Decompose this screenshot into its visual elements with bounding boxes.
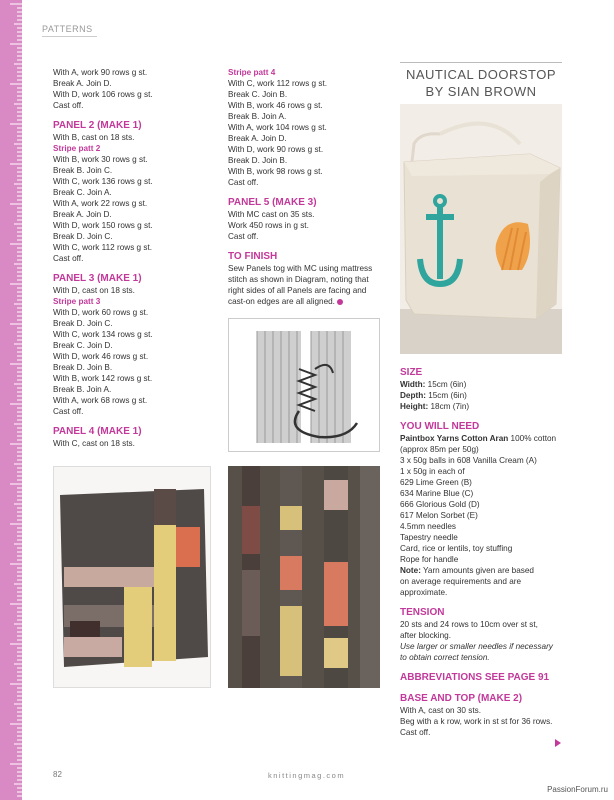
column-3 [400,366,565,738]
finish-heading: TO FINISH [228,251,278,262]
text-line: 629 Lime Green (B) [400,478,472,487]
text-line: With A, cast on 30 sts. [400,706,481,715]
size-heading: SIZE [400,367,423,378]
text-line: With D, work 90 rows g st. [228,145,324,154]
text-line: With B, work 46 rows g st. [228,101,323,110]
panel2-heading: PANEL 2 (MAKE 1) [53,120,142,131]
text-line: Break B. Join A. [228,112,287,121]
text-line: to obtain correct tension. [400,653,490,662]
text-line: Cast off. [400,728,431,737]
text-line: after blocking. [400,631,451,640]
ruler-ticks [0,0,22,800]
text-line: Cast off. [53,407,84,416]
need-heading: YOU WILL NEED [400,421,480,432]
panel3-heading: PANEL 3 (MAKE 1) [53,273,142,284]
text-line: With A, work 90 rows g st. [53,68,148,77]
tension-lines [400,619,565,641]
panel3-lines [53,307,213,417]
text-line: Break A. Join D. [228,134,287,143]
mattress-stitch-diagram [228,318,380,452]
text-line: With C, work 112 rows g st. [53,243,153,252]
text-line: Break B. Join C. [53,166,113,175]
materials-list [400,444,565,565]
text-line: With B, work 30 rows g st. [53,155,148,164]
text-line: Break D. Join C. [53,232,113,241]
text-line: Break C. Join A. [53,188,112,197]
text-line: With C, work 134 rows g st. [53,330,153,339]
text-line: Break C. Join B. [228,90,288,99]
intro-lines [53,67,213,111]
text-line: Cast off. [53,101,84,110]
text-line: stitch as shown in Diagram, noting that [228,275,369,284]
text-line: 1 x 50g in each of [400,467,465,476]
stripe4-heading: Stripe patt 4 [228,68,276,77]
text-line: With D, work 46 rows g st. [53,352,149,361]
text-line: Use larger or smaller needles if necessary [400,642,553,651]
panel2-cast-on: With B, cast on 18 sts. [53,133,135,142]
doorstop-photo [400,104,562,354]
blanket-photo [53,466,211,688]
text-line: 3 x 50g balls in 608 Vanilla Cream (A) [400,456,537,465]
panel3-cast-on: With D, cast on 18 sts. [53,286,135,295]
text-line: Break D. Join C. [53,319,113,328]
text-line: 617 Melon Sorbet (E) [400,511,478,520]
text-line: With A, work 68 rows g st. [53,396,148,405]
text-line: Break A. Join D. [53,79,112,88]
stripe2-heading: Stripe patt 2 [53,144,101,153]
title-line1: NAUTICAL DOORSTOP [405,67,557,82]
text-line: cast-on edges are all aligned. [228,296,388,307]
text-line: Cast off. [53,254,84,263]
site-url: knittingmag.com [268,771,346,780]
tension-note [400,641,565,663]
continue-arrow-icon [555,734,561,752]
text-line: Break C. Join D. [53,341,113,350]
measuring-ruler [0,0,22,800]
text-line: Cast off. [228,232,259,241]
stripe3-heading: Stripe patt 3 [53,297,101,306]
text-line: right sides of all Panels are facing and [228,286,367,295]
note-line: approximate. [400,588,448,597]
text-line: 20 sts and 24 rows to 10cm over st st, [400,620,538,629]
text-line: Break B. Join A. [53,385,112,394]
text-line: With D, work 150 rows g st. [53,221,153,230]
pattern-title [400,62,562,106]
panel4-cast-on: With C, cast on 18 sts. [53,439,135,448]
text-line: 666 Glorious Gold (D) [400,500,480,509]
text-line: With B, work 98 rows g st. [228,167,323,176]
abbreviations-heading: ABBREVIATIONS SEE PAGE 91 [400,672,550,683]
text-line: With A, work 22 rows g st. [53,199,148,208]
section-tag: PATTERNS [42,24,97,37]
panel4-heading: PANEL 4 (MAKE 1) [53,426,142,437]
note-line: on average requirements and are [400,577,522,586]
text-line: With B, work 142 rows g st. [53,374,153,383]
text-line: Beg with a k row, work in st st for 36 rows. [400,717,553,726]
panel5-heading: PANEL 5 (MAKE 3) [228,197,317,208]
text-line: Tapestry needle [400,533,458,542]
text-line: With A, work 104 rows g st. [228,123,327,132]
text-line: With D, work 60 rows g st. [53,308,149,317]
base-heading: BASE AND TOP (MAKE 2) [400,693,523,704]
size-depth: Depth: 15cm (6in) [400,391,467,400]
text-line: Break D. Join B. [228,156,288,165]
text-line: Break A. Join D. [53,210,112,219]
stripe4-lines [228,78,388,188]
page-number: 82 [53,770,62,779]
text-line: With C, work 112 rows g st. [228,79,328,88]
text-line: 4.5mm needles [400,522,456,531]
panel5-lines [228,209,388,242]
text-line: (approx 85m per 50g) [400,445,479,454]
blanket-closeup-photo [228,466,380,688]
yarn-line: Paintbox Yarns Cotton Aran 100% cotton [400,434,557,443]
text-line: With D, work 106 rows g st. [53,90,153,99]
tension-heading: TENSION [400,607,445,618]
text-line: Card, rice or lentils, toy stuffing [400,544,513,553]
text-line: Sew Panels tog with MC using mattress [228,264,373,273]
text-line: Rope for handle [400,555,459,564]
text-line: With C, work 136 rows g st. [53,177,153,186]
note-line: Note: Yarn amounts given are based [400,566,534,575]
text-line: Break D. Join B. [53,363,113,372]
watermark: PassionForum.ru [547,785,608,794]
size-width: Width: 15cm (6in) [400,380,467,389]
column-1 [53,67,213,449]
finish-lines [228,263,388,307]
column-2 [228,67,388,307]
base-lines [400,705,565,738]
text-line: Cast off. [228,178,259,187]
title-line2: BY SIAN BROWN [425,84,537,99]
text-line: 634 Marine Blue (C) [400,489,474,498]
section-end-icon [337,299,343,305]
panel2-lines [53,154,213,264]
text-line: Work 450 rows in g st. [228,221,309,230]
size-height: Height: 18cm (7in) [400,402,470,411]
text-line: With MC cast on 35 sts. [228,210,315,219]
